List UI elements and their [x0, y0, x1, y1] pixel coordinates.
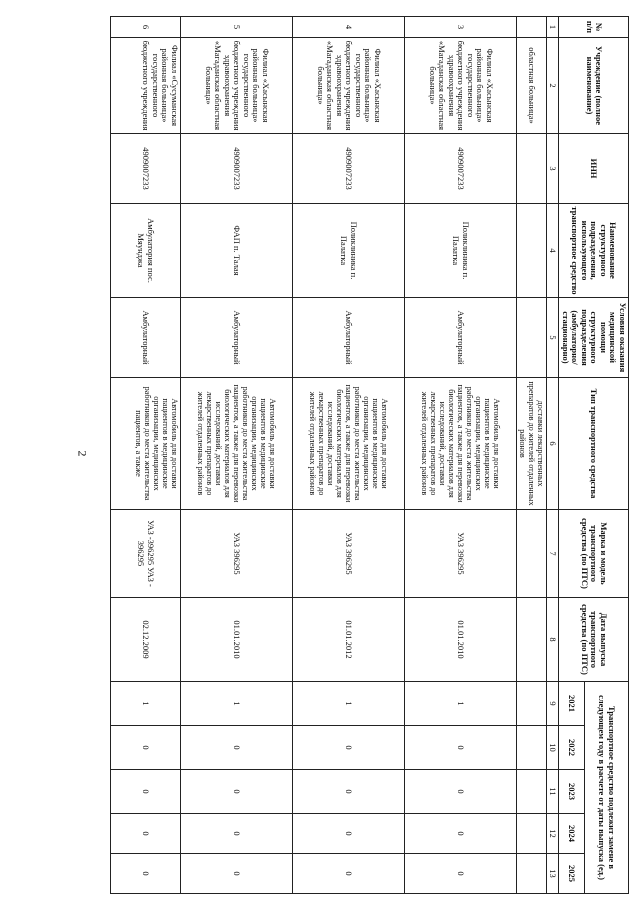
header-unit: Наименование структурного подразделения, использующего транспортное средство: [559, 204, 629, 298]
header-row-1: [584, 17, 628, 894]
cell-unit: Поликлиника п. Палатка: [292, 204, 404, 298]
header-institution: Учреждение (полное наименование): [559, 38, 629, 134]
cell-year: [516, 682, 546, 726]
cell-model: УАЗ 396295: [180, 510, 292, 598]
cell-year: 0: [292, 726, 404, 770]
cell-year: [516, 770, 546, 814]
cell-inn: 4909007233: [292, 134, 404, 204]
page-number: 2: [75, 450, 90, 457]
cell-model: УАЗ -396295 УАЗ - 396295: [110, 510, 180, 598]
cell-year: 0: [180, 854, 292, 894]
cell-inn: [516, 134, 546, 204]
cell-year: 1: [292, 682, 404, 726]
cell-date: 01.01.2010: [180, 598, 292, 682]
cell-date: [516, 598, 546, 682]
cell-num: 4: [292, 17, 404, 38]
header-year: 2021: [559, 682, 584, 726]
column-number: 1: [546, 17, 559, 38]
cell-year: [516, 726, 546, 770]
cell-year: 0: [292, 814, 404, 854]
cell-year: 0: [110, 726, 180, 770]
cell-year: 0: [180, 770, 292, 814]
cell-year: 1: [180, 682, 292, 726]
header-inn: ИНН: [559, 134, 629, 204]
cell-model: УАЗ 396295: [292, 510, 404, 598]
column-number: 9: [546, 682, 559, 726]
cell-year: 0: [404, 854, 516, 894]
cell-unit: ФАП п. Талая: [180, 204, 292, 298]
table-row: [110, 17, 180, 894]
cell-model: [516, 510, 546, 598]
cell-year: 0: [180, 814, 292, 854]
column-number: 8: [546, 598, 559, 682]
cell-year: [516, 854, 546, 894]
rotated-table-frame: [133, 16, 629, 893]
cell-conditions: Амбулаторный: [292, 298, 404, 378]
header-type: Тип транспортного средства: [559, 378, 629, 510]
header-year: 2025: [559, 854, 584, 894]
header-conditions: Условия оказания медицинской помощи структурного подразделения (амбулаторно/ стационарно): [559, 298, 629, 378]
cell-date: 01.01.2012: [292, 598, 404, 682]
header-date: Дата выпуска транспортного средства (по ПТС): [559, 598, 629, 682]
cell-institution: Филиал «Хасынская районная больница» государственного бюджетного учреждения здравоохранения «Магаданская областная больница»: [180, 38, 292, 134]
cell-conditions: [516, 298, 546, 378]
header-year: 2024: [559, 814, 584, 854]
cell-year: 0: [292, 854, 404, 894]
column-number: 12: [546, 814, 559, 854]
cell-unit: Поликлиника п. Палатка: [404, 204, 516, 298]
cell-date: 02.12.2009: [110, 598, 180, 682]
column-number: 3: [546, 134, 559, 204]
cell-year: 0: [404, 726, 516, 770]
cell-institution: областная больница»: [516, 38, 546, 134]
cell-conditions: Амбулаторный: [110, 298, 180, 378]
cell-num: 6: [110, 17, 180, 38]
column-number: 10: [546, 726, 559, 770]
column-number-row: [546, 17, 559, 894]
cell-year: 1: [110, 682, 180, 726]
table-row: [180, 17, 292, 894]
cell-year: 0: [110, 854, 180, 894]
cell-inn: 4909007233: [180, 134, 292, 204]
cell-num: 5: [180, 17, 292, 38]
column-number: 6: [546, 378, 559, 510]
cell-type: Автомобиль для доставки пациентов в медицинские организации, медицинских работников до места жительства пациентов, а также для перевозки биологических материалов для исследований, доставки лекарственных препаратов до жителей отдаленных районов: [180, 378, 292, 510]
cell-inn: 4909007233: [404, 134, 516, 204]
cell-num: [516, 17, 546, 38]
cell-institution: Филиал «Хасынская районная больница» государственного бюджетного учреждения здравоохранения «Магаданская областная больница»: [292, 38, 404, 134]
header-year: 2022: [559, 726, 584, 770]
table-row: [404, 17, 516, 894]
cell-year: 0: [404, 814, 516, 854]
header-year: 2023: [559, 770, 584, 814]
cell-year: 0: [292, 770, 404, 814]
column-number: 7: [546, 510, 559, 598]
cell-conditions: Амбулаторный: [404, 298, 516, 378]
column-number: 4: [546, 204, 559, 298]
cell-inn: 4909007233: [110, 134, 180, 204]
cell-year: 0: [110, 770, 180, 814]
cell-model: УАЗ 396295: [404, 510, 516, 598]
transport-table: [110, 16, 629, 894]
cell-year: [516, 814, 546, 854]
cell-year: 0: [180, 726, 292, 770]
column-number: 13: [546, 854, 559, 894]
header-model: Марка и модель транспортного средства (по ПТС): [559, 510, 629, 598]
cell-unit: [516, 204, 546, 298]
cell-type: Автомобиль для доставки пациентов в медицинские организации, медицинских работников до места жительства пациентов, а также: [110, 378, 180, 510]
table-row: [292, 17, 404, 894]
cell-num: 3: [404, 17, 516, 38]
cell-institution: Филиал «Хасынская районная больница» государственного бюджетного учреждения здравоохранения «Магаданская областная больница»: [404, 38, 516, 134]
column-number: 2: [546, 38, 559, 134]
header-replacement-group: Транспортное средство подлежит замене в следующем году в расчете от даты выпуска (ед.): [584, 682, 628, 894]
header-num: № п/п: [559, 17, 629, 38]
cell-year: 0: [110, 814, 180, 854]
cell-type: Автомобиль для доставки пациентов в медицинские организации, медицинских работников до места жительства пациентов, а также для перевозки биологических материалов для исследований, доставки лекарственных препаратов до жителей отдаленных районов: [404, 378, 516, 510]
column-number: 11: [546, 770, 559, 814]
cell-year: 0: [404, 770, 516, 814]
cell-type: доставки лекарственных препаратов до жителей отдаленных районов: [516, 378, 546, 510]
cell-type: Автомобиль для доставки пациентов в медицинские организации, медицинских работников до места жительства пациентов, а также для перевозки биологических материалов для исследований, доставки лекарственных препаратов до жителей отдаленных районов: [292, 378, 404, 510]
cell-unit: Амбулатория пос. Мяунджа: [110, 204, 180, 298]
column-number: 5: [546, 298, 559, 378]
cell-year: 1: [404, 682, 516, 726]
cell-conditions: Амбулаторный: [180, 298, 292, 378]
cell-date: 01.01.2010: [404, 598, 516, 682]
continuation-row: [516, 17, 546, 894]
cell-institution: Филиал «Сусуманская районная больница» государственного бюджетного учреждения: [110, 38, 180, 134]
